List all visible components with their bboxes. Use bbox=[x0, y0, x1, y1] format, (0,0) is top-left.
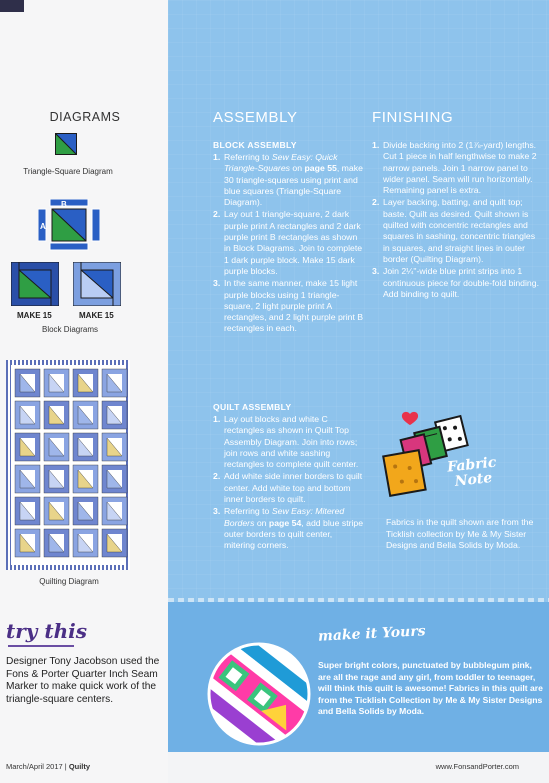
corner-tab bbox=[0, 0, 24, 12]
finishing-title: FINISHING bbox=[372, 109, 454, 126]
try-this-underline bbox=[8, 645, 74, 647]
make-it-yours-title: make it Yours bbox=[317, 623, 426, 645]
block-assembly-title: BLOCK ASSEMBLY bbox=[213, 140, 297, 150]
quilting-diagram bbox=[6, 360, 130, 570]
finishing-steps bbox=[372, 140, 542, 301]
block-step-2: 2. Lay out 1 triangle-square, 2 dark purple print A rectangles and 2 dark purple print B rectangles as shown in Block Diagrams. Join to complete 1 dark purple block. Make 15 dark purple blocks. bbox=[213, 209, 363, 276]
block-light-diagram bbox=[73, 262, 121, 306]
fabric-note-title: Fabric Note bbox=[446, 454, 498, 490]
block-assembly-diagram bbox=[38, 199, 100, 251]
block-assembly-steps bbox=[213, 152, 365, 336]
diagrams-title: DIAGRAMS bbox=[49, 110, 121, 124]
quilting-diagram-caption: Quilting Diagram bbox=[39, 577, 99, 586]
footer-issue-date: March/April 2017 | bbox=[6, 762, 69, 771]
block-step-3: 3. In the same manner, make 15 light purple blocks using 1 triangle-square, 2 light purple print A rectangles, and 2 light purple print B rectangles in each. bbox=[213, 278, 364, 334]
block-diagrams-caption: Block Diagrams bbox=[41, 325, 98, 334]
make-label-light: MAKE 15 bbox=[79, 311, 114, 320]
fabric-note-text: Fabrics in the quilt shown are from the Ticklish collection by Me & My Sister Designs and Bella Solids by Moda. bbox=[386, 517, 534, 551]
block-dark-diagram bbox=[11, 262, 59, 306]
triangle-square-diagram bbox=[55, 133, 77, 155]
quilt-assembly-steps bbox=[213, 414, 365, 553]
quilt-step-1: 1. Lay out blocks and white C rectangles as shown in Quilt Top Assembly Diagram. Join into rows; join rows and white sashing rectangles to complete quilt center. bbox=[213, 414, 359, 470]
quilt-assembly-title: QUILT ASSEMBLY bbox=[213, 402, 292, 412]
left-column bbox=[0, 0, 168, 783]
finishing-step-1: 1. Divide backing into 2 (1⅞-yard) lengths. Cut 1 piece in half lengthwise to make 2 narrow panels. Join 1 narrow panel to wider panel. Seam will run horizontally. Remaining panel is extra. bbox=[372, 140, 537, 196]
panel-divider bbox=[168, 598, 549, 602]
try-this-title: try this bbox=[6, 619, 87, 643]
footer-website: www.FonsandPorter.com bbox=[435, 762, 519, 771]
finishing-step-2: 2. Layer backing, batting, and quilt top; baste. Quilt as desired. Quilt shown is quilted with concentric rectangles and squares in sashing, concentric triangles in squares, and straight lines in outer border (Quilting Diagram). bbox=[372, 197, 536, 264]
footer-magazine: Quilty bbox=[68, 762, 91, 771]
block-step-1: 1. Referring to Sew Easy: Quick Triangle-Squares on page 55, make 30 triangle-squares using print and blue squares (Triangle-Square Diagram). bbox=[213, 152, 363, 208]
quilt-step-2: 2. Add white side inner borders to quilt center. Add white top and bottom inner borders to quilt. bbox=[213, 471, 363, 505]
try-this-text: Designer Tony Jacobson used the Fons & Porter Quarter Inch Seam Marker to make quick work of the triangle-square centers. bbox=[6, 656, 160, 705]
quilt-step-3: 3. Referring to Sew Easy: Mitered Borders on page 54, add blue stripe outer borders to quilt center, mitering corners. bbox=[213, 506, 364, 551]
label-b: B bbox=[61, 200, 67, 209]
triangle-square-caption: Triangle-Square Diagram bbox=[23, 167, 113, 176]
make-label-dark: MAKE 15 bbox=[17, 311, 52, 320]
make-it-yours-text: Super bright colors, punctuated by bubblegum pink, are all the rage and any girl, from toddler to teenager, will think this quilt is awesome! Fabrics in this quilt are from the Ticklish Collection by Me & My Sister Designs and Bella Solids by Moda. bbox=[318, 660, 543, 717]
quilt-photo-circle bbox=[207, 642, 311, 746]
footer-issue bbox=[6, 762, 90, 771]
assembly-title: ASSEMBLY bbox=[213, 109, 298, 126]
label-a: A bbox=[40, 222, 46, 231]
finishing-step-3: 3. Join 2¼"-wide blue print strips into 1 continuous piece for double-fold binding. Add binding to quilt. bbox=[372, 266, 540, 299]
